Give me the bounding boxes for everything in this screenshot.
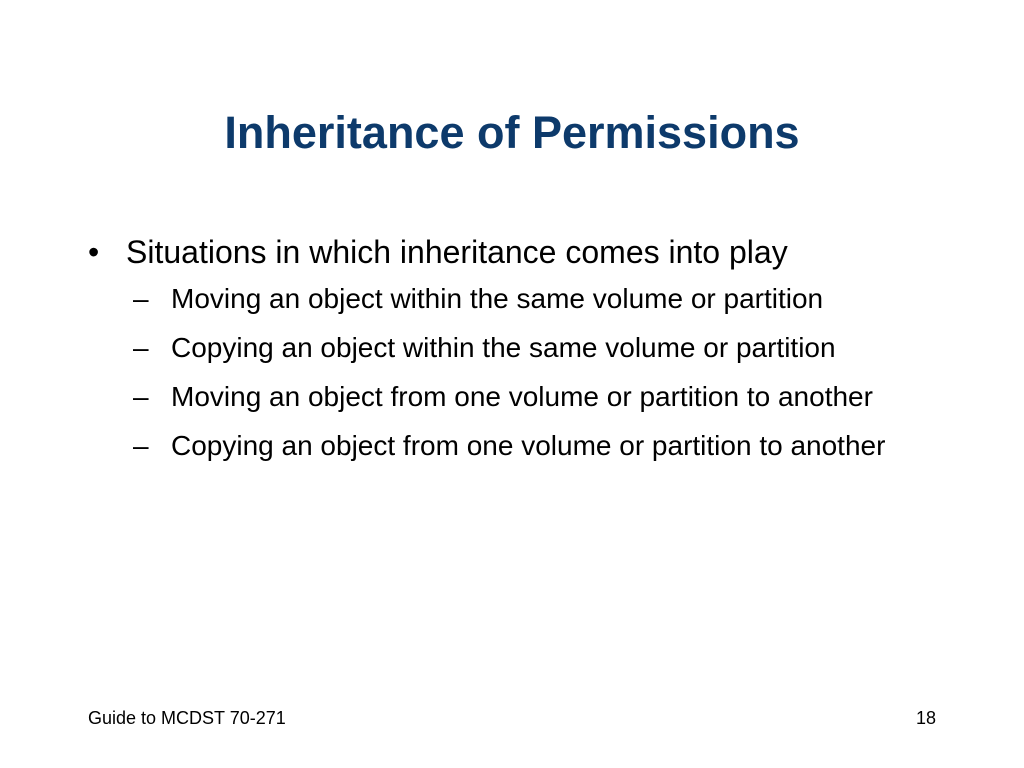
dash-marker: – [133,283,149,314]
sub-bullet-item [133,425,948,466]
page-number: 18 [915,708,936,728]
dash-marker: – [133,332,149,363]
sub-bullet-text: Moving an object from one volume or partition to another [171,381,873,412]
sub-bullet-list [88,278,948,466]
bullet-text: Situations in which inheritance comes into play [126,234,788,270]
sub-bullet-item [133,278,948,319]
dash-marker: – [133,381,149,412]
footer-course-title: Guide to MCDST 70-271 [88,708,286,728]
sub-bullet-item [133,376,948,417]
sub-bullet-text: Copying an object within the same volume or partition [171,332,836,363]
sub-bullet-item [133,327,948,368]
sub-bullet-text: Copying an object from one volume or partition to another [171,430,886,461]
bullet-marker: • [88,234,100,270]
slide-title: Inheritance of Permissions [224,107,800,158]
sub-bullet-text: Moving an object within the same volume or partition [171,283,824,314]
dash-marker: – [133,430,149,461]
bullet-item [88,230,948,274]
bullet-list [88,230,948,474]
